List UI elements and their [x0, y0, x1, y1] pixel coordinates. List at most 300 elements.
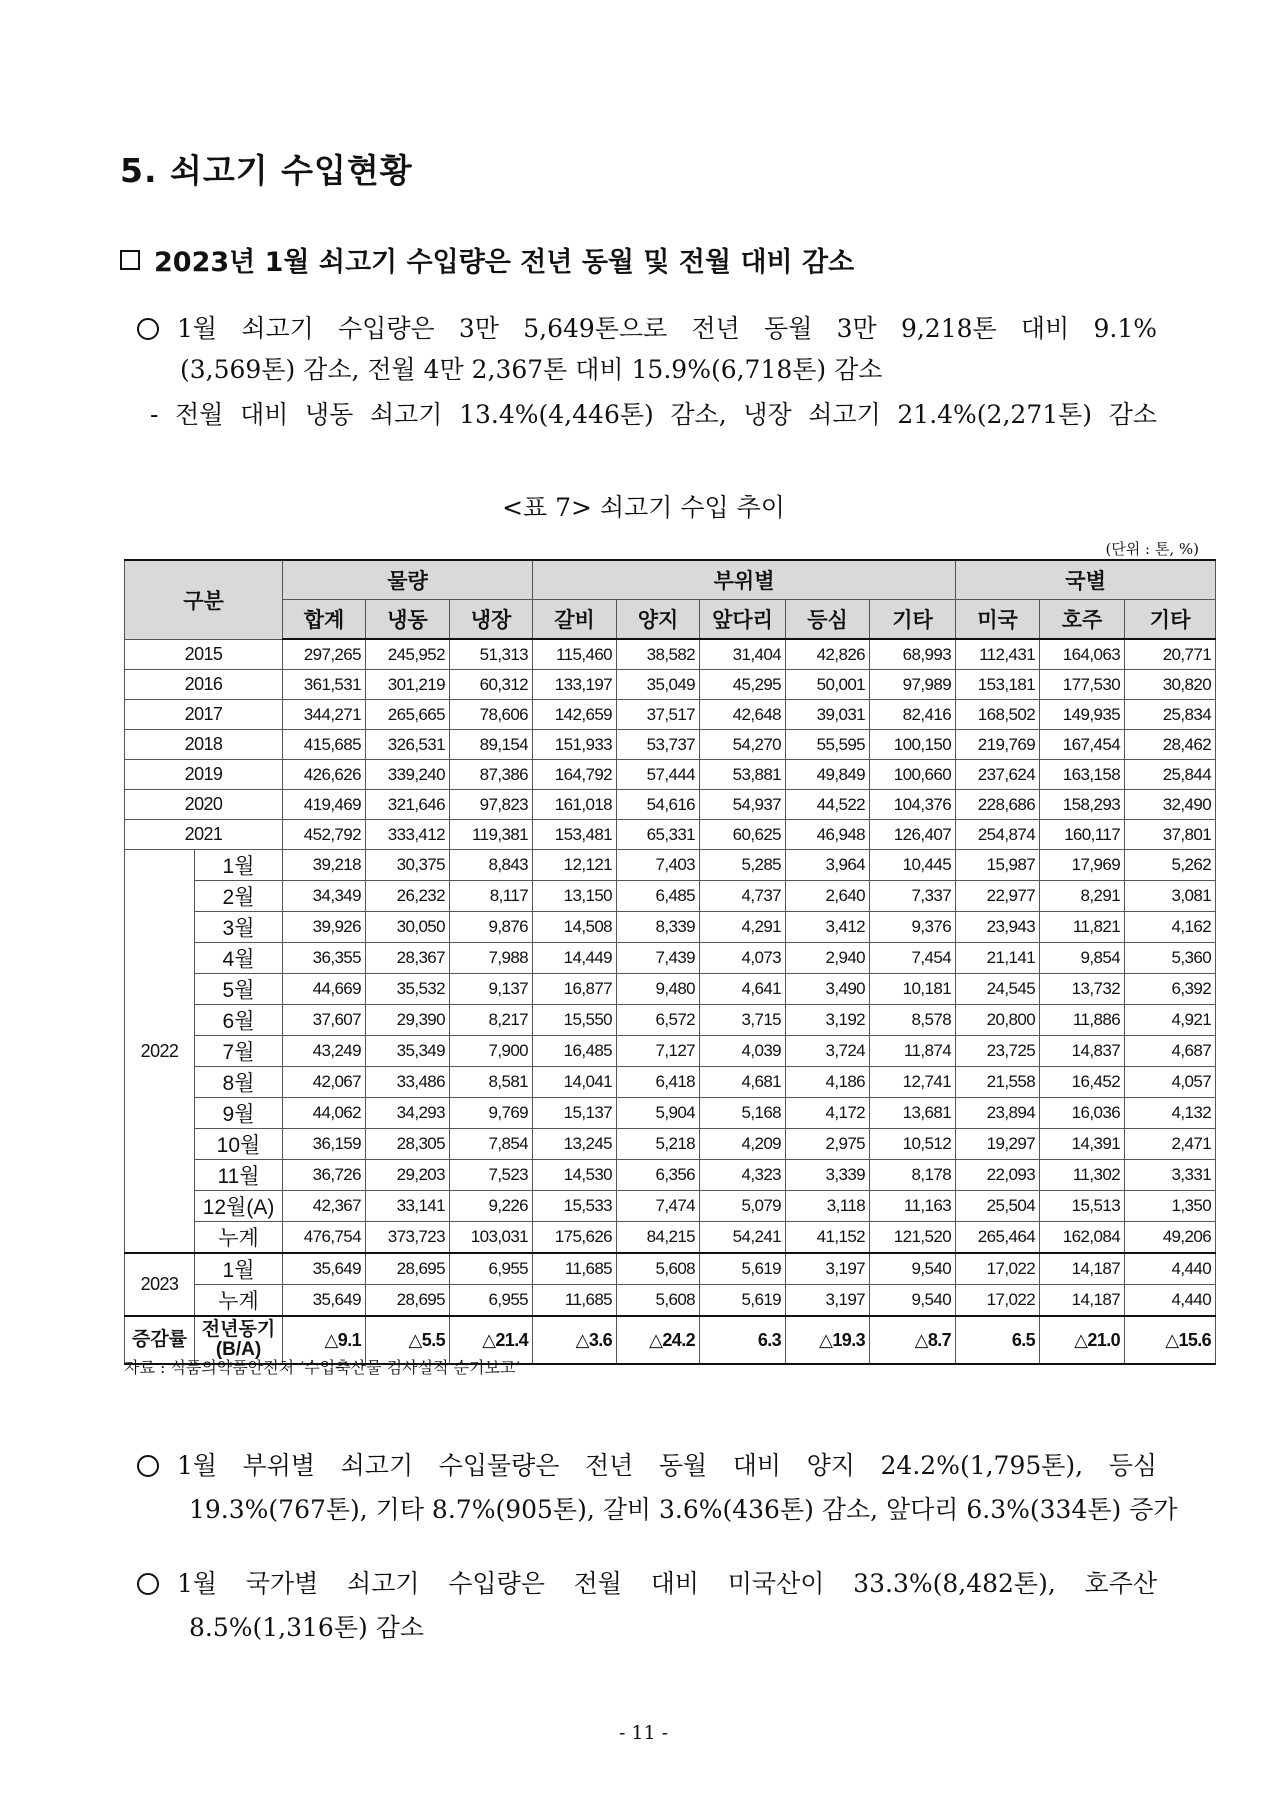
table-cell: 5,262	[1125, 850, 1216, 881]
table-row	[125, 912, 1216, 943]
table-cell: 419,469	[283, 790, 366, 820]
table-cell: 321,646	[366, 790, 450, 820]
table-cell: 37,801	[1125, 820, 1216, 850]
table-cell: 6,418	[617, 1067, 700, 1098]
header-cut: 부위별	[533, 560, 956, 600]
row-label: 2018	[125, 730, 283, 760]
bullet-2-line-1	[137, 1444, 1157, 1488]
table-cell: 10,445	[870, 850, 956, 881]
column-header: 기타	[1125, 600, 1216, 640]
table-cell: 9,226	[450, 1191, 533, 1222]
column-header: 기타	[870, 600, 956, 640]
headline-text: 2023년 1월 쇠고기 수입량은 전년 동월 및 전월 대비 감소	[154, 247, 855, 278]
table-cell: 4,737	[700, 881, 786, 912]
table-row	[125, 1160, 1216, 1191]
table-cell: 36,726	[283, 1160, 366, 1191]
table-cell: 100,660	[870, 760, 956, 790]
table-cell: 82,416	[870, 700, 956, 730]
table-cell: 44,062	[283, 1098, 366, 1129]
table-cell: 5,608	[617, 1285, 700, 1317]
table-row	[125, 1285, 1216, 1317]
table-cell: 8,291	[1040, 881, 1125, 912]
growth-label: 증감률	[125, 1316, 195, 1364]
table-cell: 4,209	[700, 1129, 786, 1160]
import-trend-table	[124, 559, 1216, 1365]
table-cell: 326,531	[366, 730, 450, 760]
table-cell: 3,412	[786, 912, 870, 943]
table-cell: 7,127	[617, 1036, 700, 1067]
table-cell: 7,988	[450, 943, 533, 974]
table-cell: 2,471	[1125, 1129, 1216, 1160]
table-cell: 4,681	[700, 1067, 786, 1098]
table-cell: 50,001	[786, 670, 870, 700]
growth-cell: △21.4	[450, 1316, 533, 1364]
table-cell: 32,490	[1125, 790, 1216, 820]
row-label: 2020	[125, 790, 283, 820]
table-cell: 7,454	[870, 943, 956, 974]
table-cell: 5,168	[700, 1098, 786, 1129]
table-cell: 3,339	[786, 1160, 870, 1191]
table-cell: 254,874	[956, 820, 1040, 850]
table-cell: 4,921	[1125, 1005, 1216, 1036]
dash-text: - 전월 대비 냉동 쇠고기 13.4%(4,446톤) 감소, 냉장 쇠고기 21.4%(2,271톤) 감소	[150, 400, 1157, 429]
table-cell: 8,578	[870, 1005, 956, 1036]
table-cell: 361,531	[283, 670, 366, 700]
table-cell: 5,608	[617, 1253, 700, 1285]
table-cell: 161,018	[533, 790, 617, 820]
table-cell: 37,607	[283, 1005, 366, 1036]
table-cell: 97,989	[870, 670, 956, 700]
row-label: 2021	[125, 820, 283, 850]
table-cell: 8,217	[450, 1005, 533, 1036]
table-cell: 14,449	[533, 943, 617, 974]
table-cell: 13,732	[1040, 974, 1125, 1005]
table-cell: 14,391	[1040, 1129, 1125, 1160]
table-cell: 16,036	[1040, 1098, 1125, 1129]
table-cell: 104,376	[870, 790, 956, 820]
table-row	[125, 943, 1216, 974]
table-cell: 5,619	[700, 1253, 786, 1285]
table-cell: 3,197	[786, 1253, 870, 1285]
table-cell: 25,844	[1125, 760, 1216, 790]
table-cell: 4,440	[1125, 1285, 1216, 1317]
month-label: 12월(A)	[195, 1191, 283, 1222]
month-label: 1월	[195, 1253, 283, 1285]
table-cell: 219,769	[956, 730, 1040, 760]
growth-cell: △19.3	[786, 1316, 870, 1364]
table-cell: 5,218	[617, 1129, 700, 1160]
table-cell: 36,159	[283, 1129, 366, 1160]
table-cell: 35,649	[283, 1253, 366, 1285]
dash-line	[150, 393, 1157, 437]
table-cell: 17,969	[1040, 850, 1125, 881]
table-cell: 265,464	[956, 1222, 1040, 1254]
table-cell: 14,187	[1040, 1253, 1125, 1285]
table-cell: 8,117	[450, 881, 533, 912]
table-cell: 30,375	[366, 850, 450, 881]
table-cell: 49,206	[1125, 1222, 1216, 1254]
table-row	[125, 670, 1216, 700]
table-cell: 153,181	[956, 670, 1040, 700]
table-cell: 2,940	[786, 943, 870, 974]
table-cell: 28,367	[366, 943, 450, 974]
table-cell: 3,197	[786, 1285, 870, 1317]
table-cell: 14,187	[1040, 1285, 1125, 1317]
table-cell: 37,517	[617, 700, 700, 730]
table-cell: 54,241	[700, 1222, 786, 1254]
table-row	[125, 1253, 1216, 1285]
growth-cell: △15.6	[1125, 1316, 1216, 1364]
table-cell: 28,462	[1125, 730, 1216, 760]
table-cell: 15,513	[1040, 1191, 1125, 1222]
table-cell: 4,057	[1125, 1067, 1216, 1098]
table-cell: 7,474	[617, 1191, 700, 1222]
table-cell: 8,339	[617, 912, 700, 943]
table-row	[125, 639, 1216, 670]
table-cell: 7,900	[450, 1036, 533, 1067]
year-label: 2022	[125, 850, 195, 1254]
table-cell: 9,480	[617, 974, 700, 1005]
table-cell: 164,063	[1040, 639, 1125, 670]
table-cell: 4,172	[786, 1098, 870, 1129]
bullet-1-line-1	[137, 307, 1157, 351]
table-cell: 23,943	[956, 912, 1040, 943]
table-cell: 38,582	[617, 639, 700, 670]
table-cell: 54,270	[700, 730, 786, 760]
table-cell: 228,686	[956, 790, 1040, 820]
table-cell: 44,522	[786, 790, 870, 820]
table-cell: 4,323	[700, 1160, 786, 1191]
table-cell: 97,823	[450, 790, 533, 820]
table-cell: 142,659	[533, 700, 617, 730]
table-cell: 15,533	[533, 1191, 617, 1222]
table-cell: 9,376	[870, 912, 956, 943]
table-cell: 17,022	[956, 1285, 1040, 1317]
table-cell: 34,293	[366, 1098, 450, 1129]
bullet-1-line-2: (3,569톤) 감소, 전월 4만 2,367톤 대비 15.9%(6,718톤) 감소	[180, 355, 883, 384]
table-cell: 476,754	[283, 1222, 366, 1254]
table-cell: 133,197	[533, 670, 617, 700]
table-cell: 5,285	[700, 850, 786, 881]
table-cell: 10,181	[870, 974, 956, 1005]
table-cell: 16,485	[533, 1036, 617, 1067]
table-cell: 60,312	[450, 670, 533, 700]
table-row	[125, 881, 1216, 912]
table-row	[125, 760, 1216, 790]
table-cell: 6,356	[617, 1160, 700, 1191]
table-cell: 15,987	[956, 850, 1040, 881]
table-cell: 31,404	[700, 639, 786, 670]
table-cell: 39,218	[283, 850, 366, 881]
table-cell: 35,049	[617, 670, 700, 700]
table-row	[125, 790, 1216, 820]
circle-bullet-icon	[137, 1455, 159, 1477]
table-cell: 301,219	[366, 670, 450, 700]
table-cell: 60,625	[700, 820, 786, 850]
column-header: 냉장	[450, 600, 533, 640]
table-cell: 175,626	[533, 1222, 617, 1254]
table-cell: 35,649	[283, 1285, 366, 1317]
table-cell: 9,540	[870, 1253, 956, 1285]
table-cell: 19,297	[956, 1129, 1040, 1160]
table-cell: 14,837	[1040, 1036, 1125, 1067]
table-cell: 39,031	[786, 700, 870, 730]
year-label: 2023	[125, 1253, 195, 1316]
table-cell: 3,331	[1125, 1160, 1216, 1191]
table-cell: 3,118	[786, 1191, 870, 1222]
table-cell: 297,265	[283, 639, 366, 670]
month-label: 2월	[195, 881, 283, 912]
table-cell: 11,685	[533, 1285, 617, 1317]
table-cell: 9,876	[450, 912, 533, 943]
table-cell: 16,877	[533, 974, 617, 1005]
table-cell: 57,444	[617, 760, 700, 790]
table-cell: 42,826	[786, 639, 870, 670]
table-cell: 9,854	[1040, 943, 1125, 974]
growth-sub-line-1: 전년동기	[201, 1319, 276, 1340]
table-cell: 42,367	[283, 1191, 366, 1222]
table-cell: 44,669	[283, 974, 366, 1005]
bullet-3-line-2: 8.5%(1,316톤) 감소	[189, 1613, 424, 1642]
table-cell: 46,948	[786, 820, 870, 850]
table-cell: 10,512	[870, 1129, 956, 1160]
table-row	[125, 700, 1216, 730]
table-cell: 158,293	[1040, 790, 1125, 820]
table-cell: 8,178	[870, 1160, 956, 1191]
table-cell: 28,695	[366, 1285, 450, 1317]
table-cell: 112,431	[956, 639, 1040, 670]
table-cell: 45,295	[700, 670, 786, 700]
growth-cell: 6.5	[956, 1316, 1040, 1364]
growth-cell: △24.2	[617, 1316, 700, 1364]
headline	[120, 240, 854, 279]
table-cell: 5,904	[617, 1098, 700, 1129]
table-cell: 15,137	[533, 1098, 617, 1129]
table-cell: 16,452	[1040, 1067, 1125, 1098]
table-cell: 2,975	[786, 1129, 870, 1160]
table-cell: 11,685	[533, 1253, 617, 1285]
table-cell: 126,407	[870, 820, 956, 850]
table-cell: 149,935	[1040, 700, 1125, 730]
table-cell: 36,355	[283, 943, 366, 974]
table-cell: 7,854	[450, 1129, 533, 1160]
column-header: 양지	[617, 600, 700, 640]
table-cell: 5,619	[700, 1285, 786, 1317]
table-cell: 115,460	[533, 639, 617, 670]
table-cell: 68,993	[870, 639, 956, 670]
table-cell: 21,141	[956, 943, 1040, 974]
table-cell: 22,093	[956, 1160, 1040, 1191]
table-row	[125, 1067, 1216, 1098]
table-row	[125, 1098, 1216, 1129]
month-label: 3월	[195, 912, 283, 943]
table-cell: 53,737	[617, 730, 700, 760]
month-label: 8월	[195, 1067, 283, 1098]
table-row	[125, 1036, 1216, 1067]
header-volume: 물량	[283, 560, 533, 600]
table-cell: 4,687	[1125, 1036, 1216, 1067]
table-cell: 5,079	[700, 1191, 786, 1222]
table-cell: 15,550	[533, 1005, 617, 1036]
table-cell: 6,955	[450, 1285, 533, 1317]
table-cell: 3,724	[786, 1036, 870, 1067]
table-cell: 245,952	[366, 639, 450, 670]
month-label: 누계	[195, 1222, 283, 1254]
table-cell: 7,403	[617, 850, 700, 881]
table-cell: 4,641	[700, 974, 786, 1005]
section-title: 5. 쇠고기 수입현황	[120, 151, 413, 190]
table-caption: <표 7> 쇠고기 수입 추이	[502, 493, 785, 522]
table-cell: 25,834	[1125, 700, 1216, 730]
table-row	[125, 730, 1216, 760]
table-cell: 237,624	[956, 760, 1040, 790]
row-label: 2019	[125, 760, 283, 790]
table-cell: 3,192	[786, 1005, 870, 1036]
table-cell: 9,137	[450, 974, 533, 1005]
table-cell: 168,502	[956, 700, 1040, 730]
table-cell: 8,843	[450, 850, 533, 881]
table-cell: 14,508	[533, 912, 617, 943]
column-header: 미국	[956, 600, 1040, 640]
row-label: 2016	[125, 670, 283, 700]
table-cell: 7,337	[870, 881, 956, 912]
growth-cell: △8.7	[870, 1316, 956, 1364]
table-row	[125, 1222, 1216, 1254]
table-cell: 30,050	[366, 912, 450, 943]
month-label: 누계	[195, 1285, 283, 1317]
column-header: 앞다리	[700, 600, 786, 640]
column-header: 합계	[283, 600, 366, 640]
table-cell: 4,440	[1125, 1253, 1216, 1285]
table-cell: 121,520	[870, 1222, 956, 1254]
table-cell: 55,595	[786, 730, 870, 760]
table-cell: 103,031	[450, 1222, 533, 1254]
table-cell: 7,439	[617, 943, 700, 974]
column-header: 호주	[1040, 600, 1125, 640]
header-country: 국별	[956, 560, 1216, 600]
table-cell: 119,381	[450, 820, 533, 850]
table-cell: 89,154	[450, 730, 533, 760]
table-cell: 29,203	[366, 1160, 450, 1191]
circle-bullet-icon	[137, 318, 159, 340]
table-cell: 11,163	[870, 1191, 956, 1222]
table-cell: 177,530	[1040, 670, 1125, 700]
table-cell: 3,081	[1125, 881, 1216, 912]
table-cell: 164,792	[533, 760, 617, 790]
table-cell: 160,117	[1040, 820, 1125, 850]
table-cell: 333,412	[366, 820, 450, 850]
table-cell: 25,504	[956, 1191, 1040, 1222]
table-cell: 24,545	[956, 974, 1040, 1005]
table-cell: 26,232	[366, 881, 450, 912]
table-cell: 23,894	[956, 1098, 1040, 1129]
table-cell: 42,067	[283, 1067, 366, 1098]
table-cell: 35,532	[366, 974, 450, 1005]
table-row	[125, 1129, 1216, 1160]
table-cell: 11,886	[1040, 1005, 1125, 1036]
table-cell: 100,150	[870, 730, 956, 760]
table-cell: 151,933	[533, 730, 617, 760]
table-cell: 54,937	[700, 790, 786, 820]
month-label: 6월	[195, 1005, 283, 1036]
table-cell: 3,715	[700, 1005, 786, 1036]
table-cell: 28,695	[366, 1253, 450, 1285]
bullet-1-text-1: 1월 쇠고기 수입량은 3만 5,649톤으로 전년 동월 3만 9,218톤 대비 9.1%	[177, 314, 1157, 343]
table-cell: 49,849	[786, 760, 870, 790]
table-cell: 28,305	[366, 1129, 450, 1160]
table-cell: 21,558	[956, 1067, 1040, 1098]
table-cell: 265,665	[366, 700, 450, 730]
growth-cell: △9.1	[283, 1316, 366, 1364]
table-row	[125, 974, 1216, 1005]
table-cell: 30,820	[1125, 670, 1216, 700]
table-cell: 6,572	[617, 1005, 700, 1036]
growth-sub-line-2: (B/A)	[215, 1339, 262, 1360]
table-cell: 8,581	[450, 1067, 533, 1098]
table-cell: 20,771	[1125, 639, 1216, 670]
table-cell: 3,490	[786, 974, 870, 1005]
table-cell: 9,540	[870, 1285, 956, 1317]
table-cell: 43,249	[283, 1036, 366, 1067]
table-cell: 54,616	[617, 790, 700, 820]
table-cell: 33,141	[366, 1191, 450, 1222]
table-cell: 344,271	[283, 700, 366, 730]
header-category: 구분	[125, 560, 283, 639]
square-bullet-icon	[120, 250, 140, 270]
table-row	[125, 850, 1216, 881]
table-cell: 34,349	[283, 881, 366, 912]
table-cell: 84,215	[617, 1222, 700, 1254]
table-cell: 426,626	[283, 760, 366, 790]
table-cell: 53,881	[700, 760, 786, 790]
table-cell: 11,302	[1040, 1160, 1125, 1191]
table-cell: 51,313	[450, 639, 533, 670]
bullet-2-text-1: 1월 부위별 쇠고기 수입물량은 전년 동월 대비 양지 24.2%(1,795톤), 등심	[177, 1451, 1157, 1480]
table-cell: 13,150	[533, 881, 617, 912]
table-cell: 5,360	[1125, 943, 1216, 974]
table-cell: 2,640	[786, 881, 870, 912]
table-cell: 167,454	[1040, 730, 1125, 760]
growth-cell: △21.0	[1040, 1316, 1125, 1364]
table-cell: 6,485	[617, 881, 700, 912]
table-cell: 12,121	[533, 850, 617, 881]
column-header-row	[125, 600, 1216, 640]
row-label: 2015	[125, 639, 283, 670]
table-cell: 20,800	[956, 1005, 1040, 1036]
table-cell: 33,486	[366, 1067, 450, 1098]
table-cell: 4,291	[700, 912, 786, 943]
table-cell: 339,240	[366, 760, 450, 790]
table-cell: 7,523	[450, 1160, 533, 1191]
table-row	[125, 1005, 1216, 1036]
column-header: 등심	[786, 600, 870, 640]
month-label: 1월	[195, 850, 283, 881]
table-row	[125, 820, 1216, 850]
table-cell: 4,186	[786, 1067, 870, 1098]
table-cell: 11,821	[1040, 912, 1125, 943]
table-cell: 11,874	[870, 1036, 956, 1067]
month-label: 11월	[195, 1160, 283, 1191]
table-cell: 452,792	[283, 820, 366, 850]
month-label: 7월	[195, 1036, 283, 1067]
month-label: 9월	[195, 1098, 283, 1129]
unit-note: (단위 : 톤, %)	[1105, 540, 1199, 558]
table-cell: 13,245	[533, 1129, 617, 1160]
table-cell: 6,392	[1125, 974, 1216, 1005]
table-cell: 415,685	[283, 730, 366, 760]
table-cell: 35,349	[366, 1036, 450, 1067]
table-cell: 14,530	[533, 1160, 617, 1191]
